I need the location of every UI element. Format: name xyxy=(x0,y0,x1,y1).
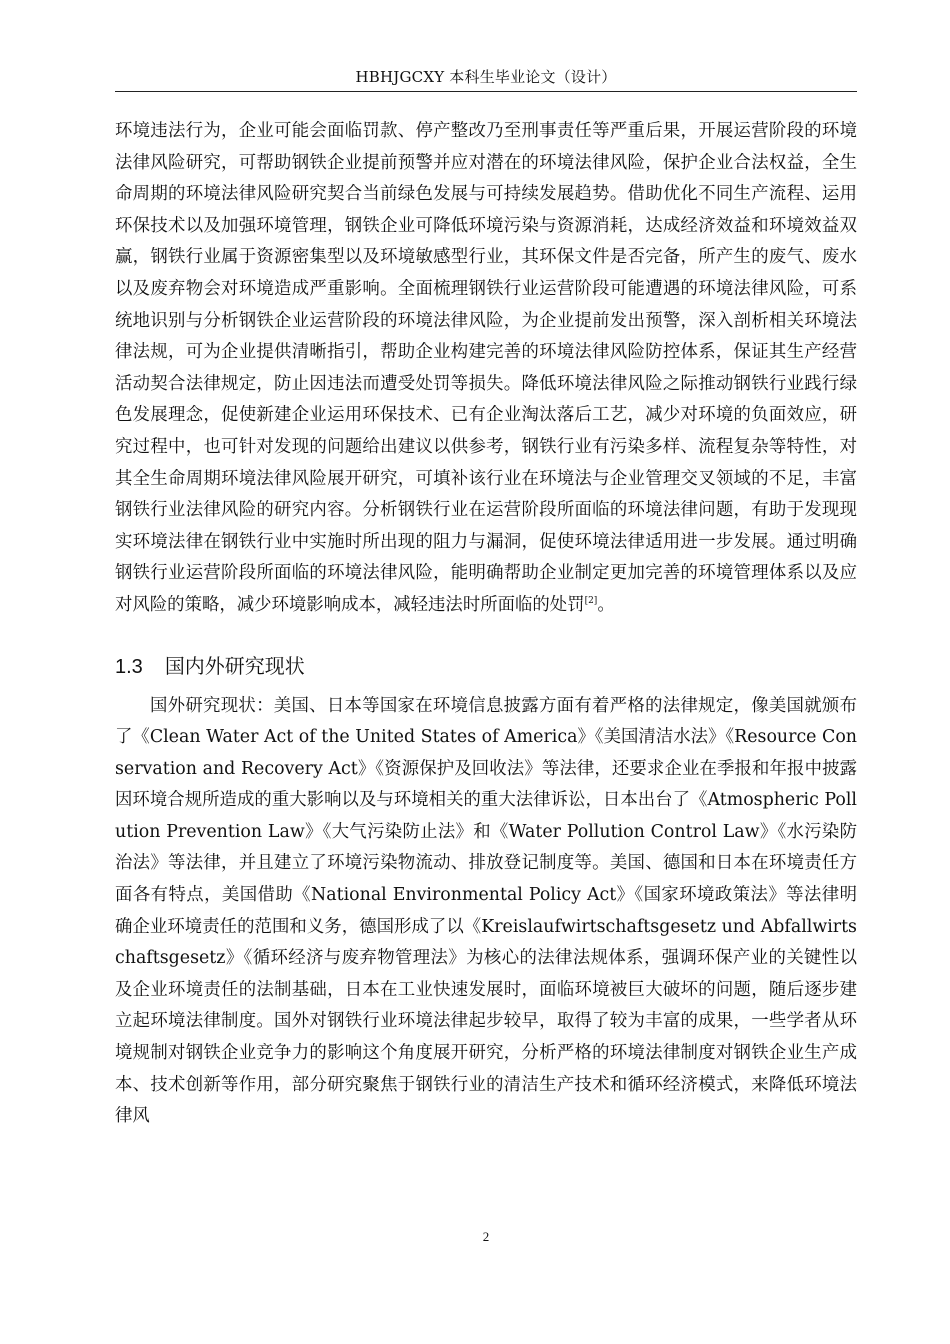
page-header: HBHJGCXY 本科生毕业论文（设计） xyxy=(355,68,617,86)
section-number: 1.3 xyxy=(115,655,143,678)
body-paragraph-2: 国外研究现状：美国、日本等国家在环境信息披露方面有着严格的法律规定，像美国就颁布了《Clean Water Act of the United States of America》《美国清洁水法》《Resource Conservation and Recovery Act》《资源保护及回收法》等法律，还要求企业在季报和年报中披露因环境合规所造成的重大影响以及与环境相关的重大法律诉讼，日本出台了《Atmospheric Pollution Prevention Law》《大气污染防止法》和《Water Pollution Control Law》《水污染防治法》等法律，并且建立了环境污染物流动、排放登记制度等。美国、德国和日本在环境责任方面各有特点，美国借助《National Environmental Policy Act》《国家环境政策法》等法律明确企业环境责任的范围和义务，德国形成了以《Kreislaufwirtschaftsgesetz und Abfallwirtschaftsgesetz》《循环经济与废弃物管理法》为核心的法律法规体系，强调环保产业的关键性以及企业环境责任的法制基础，日本在工业快速发展时，面临环境被巨大破坏的问题，随后逐步建立起环境法律制度。国外对钢铁行业环境法律起步较早，取得了较为丰富的成果，一些学者从环境规制对钢铁企业竞争力的影响这个角度展开研究，分析严格的环境法律制度对钢铁企业生产成本、技术创新等作用，部分研究聚焦于钢铁行业的清洁生产技术和循环经济模式，来降低环境法律风 xyxy=(115,695,857,1127)
page-number: 2 xyxy=(482,1229,490,1244)
body-paragraph-1-text: 环境违法行为，企业可能会面临罚款、停产整改乃至刑事责任等严重后果，开展运营阶段的环境法律风险研究，可帮助钢铁企业提前预警并应对潜在的环境法律风险，保护企业合法权益，全生命周期的环境法律风险研究契合当前绿色发展与可持续发展趋势。借助优化不同生产流程、运用环保技术以及加强环境管理，钢铁企业可降低环境污染与资源消耗，达成经济效益和环境效益双赢，钢铁行业属于资源密集型以及环境敏感型行业，其环保文件是否完备，所产生的废气、废水以及废弃物会对环境造成严重影响。全面梳理钢铁行业运营阶段可能遭遇的环境法律风险，可系统地识别与分析钢铁企业运营阶段的环境法律风险，为企业提前发出预警，深入剖析相关环境法律法规，可为企业提供清晰指引，帮助企业构建完善的环境法律风险防控体系，保证其生产经营活动契合法律规定，防止因违法而遭受处罚等损失。降低环境法律风险之际推动钢铁行业践行绿色发展理念，促使新建企业运用环保技术、已有企业淘汰落后工艺，减少对环境的负面效应，研究过程中，也可针对发现的问题给出建议以供参考，钢铁行业有污染多样、流程复杂等特性，对其全生命周期环境法律风险展开研究，可填补该行业在环境法与企业管理交叉领域的不足，丰富钢铁行业法律风险的研究内容。分析钢铁行业在运营阶段所面临的环境法律问题，有助于发现现实环境法律在钢铁行业中实施时所出现的阻力与漏洞，促使环境法律适用进一步发展。通过明确钢铁行业运营阶段所面临的环境法律风险，能明确帮助企业制定更加完善的环境管理体系以及应对风险的策略，减少环境影响成本，减轻违法时所面临的处罚 xyxy=(115,121,857,615)
body-paragraph-1-end: 。 xyxy=(597,594,615,615)
page-content xyxy=(115,116,857,1133)
citation-marker[interactable]: [2] xyxy=(584,595,598,606)
header-rule xyxy=(115,91,857,92)
section-heading xyxy=(115,652,857,681)
body-paragraph-1 xyxy=(115,116,857,622)
section-title: 国内外研究现状 xyxy=(164,653,305,678)
